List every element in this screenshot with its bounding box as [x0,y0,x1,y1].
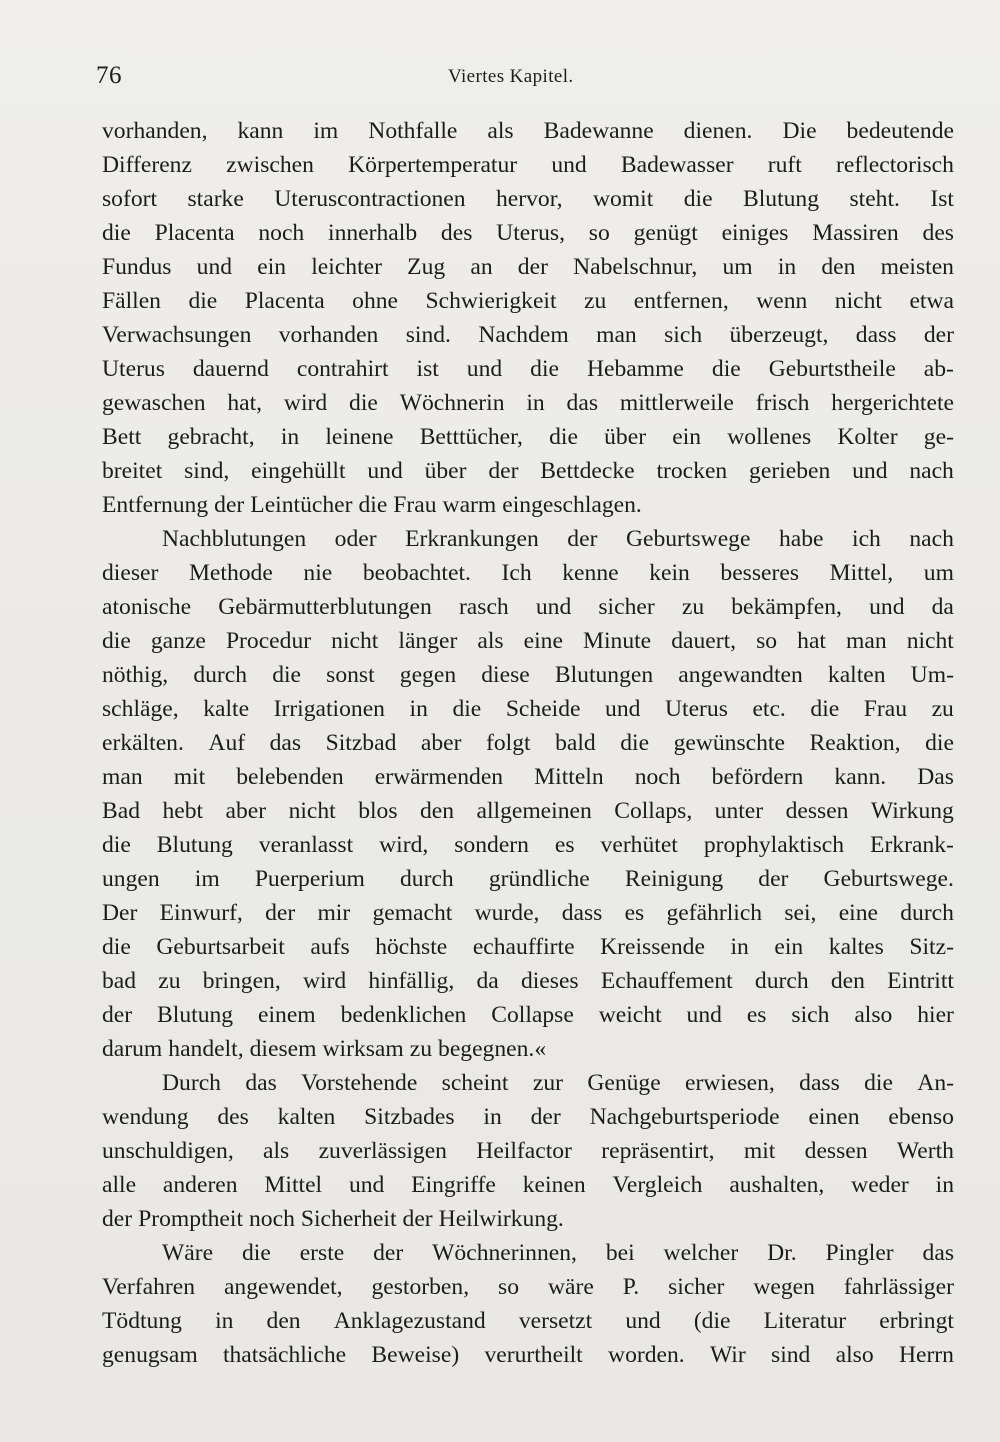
text-line: der Blutung einem bedenklichen Collapse weicht und es sich also hier [102,1002,954,1028]
text-line: die ganze Procedur nicht länger als eine Minute dauert, so hat man nicht [102,628,954,654]
text-line: die Geburtsarbeit aufs höchste echauffirte Kreissende in ein kaltes Sitz- [102,934,954,960]
text-line: Uterus dauernd contrahirt ist und die Hebamme die Geburtstheile ab- [102,356,954,382]
text-line: Bad hebt aber nicht blos den allgemeinen Collaps, unter dessen Wirkung [102,798,954,824]
text-line: nöthig, durch die sonst gegen diese Blutungen angewandten kalten Um- [102,662,954,688]
text-line: Der Einwurf, der mir gemacht wurde, dass es gefährlich sei, eine durch [102,900,954,926]
text-line: Verwachsungen vorhanden sind. Nachdem man sich überzeugt, dass der [102,322,954,348]
text-line: Differenz zwischen Körpertemperatur und Badewasser ruft reflectorisch [102,152,954,178]
text-line: Fällen die Placenta ohne Schwierigkeit zu entfernen, wenn nicht etwa [102,288,954,314]
text-line: dieser Methode nie beobachtet. Ich kenne kein besseres Mittel, um [102,560,954,586]
text-line: erkälten. Auf das Sitzbad aber folgt bald die gewünschte Reaktion, die [102,730,954,756]
running-head: Viertes Kapitel. [448,66,574,87]
text-line: schläge, kalte Irrigationen in die Scheide und Uterus etc. die Frau zu [102,696,954,722]
text-line: der Promptheit noch Sicherheit der Heilwirkung. [102,1206,564,1232]
text-line: Verfahren angewendet, gestorben, so wäre P. sicher wegen fahrlässiger [102,1274,954,1300]
text-line: unschuldigen, als zuverlässigen Heilfactor repräsentirt, mit dessen Werth [102,1138,954,1164]
text-line: darum handelt, diesem wirksam zu begegnen.« [102,1036,547,1062]
text-line: Wäre die erste der Wöchnerinnen, bei welcher Dr. Pingler das [162,1240,954,1266]
text-line: man mit belebenden erwärmenden Mitteln noch befördern kann. Das [102,764,954,790]
page-header [96,62,956,96]
page-number: 76 [96,62,122,89]
text-line: sofort starke Uteruscontractionen hervor, womit die Blutung steht. Ist [102,186,954,212]
text-line: gewaschen hat, wird die Wöchnerin in das mittlerweile frisch hergerichtete [102,390,954,416]
text-line: Bett gebracht, in leinene Betttücher, die über ein wollenes Kolter ge- [102,424,954,450]
text-line: Durch das Vorstehende scheint zur Genüge erwiesen, dass die An- [162,1070,954,1096]
text-line: breitet sind, eingehüllt und über der Bettdecke trocken gerieben und nach [102,458,954,484]
text-line: Fundus und ein leichter Zug an der Nabelschnur, um in den meisten [102,254,954,280]
text-line: genugsam thatsächliche Beweise) verurtheilt worden. Wir sind also Herrn [102,1342,954,1368]
text-line: Tödtung in den Anklagezustand versetzt und (die Literatur erbringt [102,1308,954,1334]
text-line: die Placenta noch innerhalb des Uterus, so genügt einiges Massiren des [102,220,954,246]
text-line: atonische Gebärmutterblutungen rasch und sicher zu bekämpfen, und da [102,594,954,620]
text-line: wendung des kalten Sitzbades in der Nachgeburtsperiode einen ebenso [102,1104,954,1130]
text-line: ungen im Puerperium durch gründliche Reinigung der Geburtswege. [102,866,954,892]
text-line: vorhanden, kann im Nothfalle als Badewanne dienen. Die bedeutende [102,118,954,144]
body-text [102,114,954,1372]
text-line: Entfernung der Leintücher die Frau warm eingeschlagen. [102,492,642,518]
text-line: bad zu bringen, wird hinfällig, da dieses Echauffement durch den Eintritt [102,968,954,994]
text-line: alle anderen Mittel und Eingriffe keinen Vergleich aushalten, weder in [102,1172,954,1198]
text-line: Nachblutungen oder Erkrankungen der Geburtswege habe ich nach [162,526,954,552]
text-line: die Blutung veranlasst wird, sondern es verhütet prophylaktisch Erkrank- [102,832,954,858]
